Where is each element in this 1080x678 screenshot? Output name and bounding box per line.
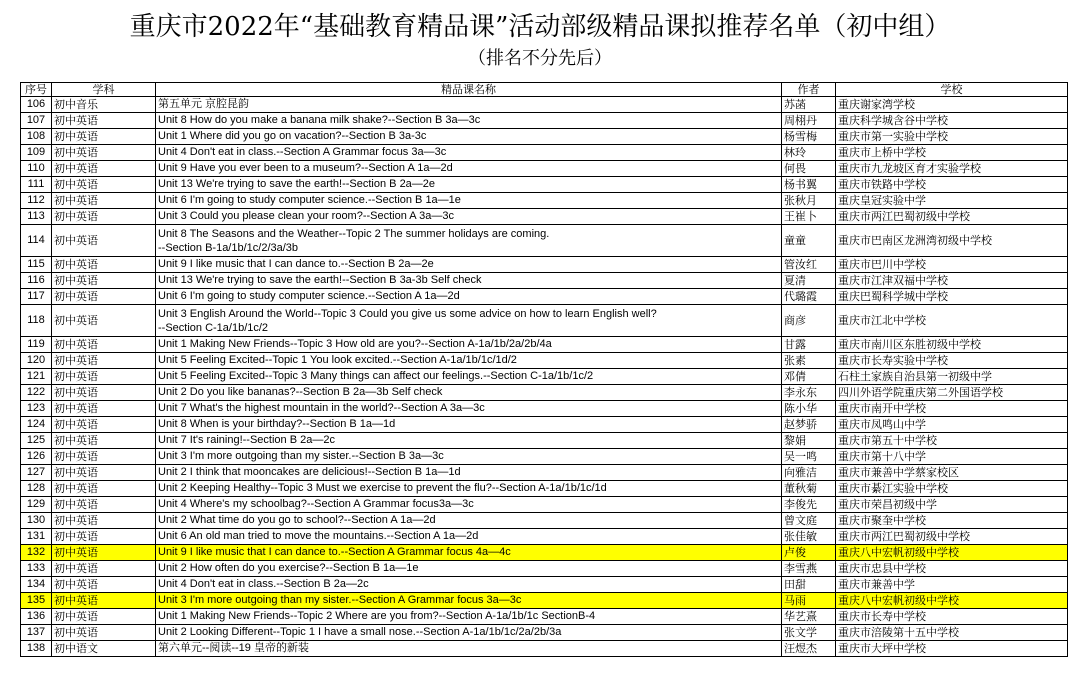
cell-no: 136 bbox=[21, 609, 52, 625]
cell-school: 重庆巴蜀科学城中学校 bbox=[836, 289, 1068, 305]
cell-author: 夏清 bbox=[782, 273, 836, 289]
cell-subject: 初中英语 bbox=[52, 481, 156, 497]
cell-author: 向雅洁 bbox=[782, 465, 836, 481]
header-school: 学校 bbox=[836, 83, 1068, 97]
cell-subject: 初中英语 bbox=[52, 625, 156, 641]
cell-no: 122 bbox=[21, 385, 52, 401]
cell-lesson: Unit 7 What's the highest mountain in the world?--Section A 3a—3c bbox=[156, 401, 782, 417]
cell-subject: 初中英语 bbox=[52, 577, 156, 593]
cell-author: 吴一鸣 bbox=[782, 449, 836, 465]
table-row bbox=[21, 353, 1068, 369]
cell-school: 重庆市第五十中学校 bbox=[836, 433, 1068, 449]
cell-school: 四川外语学院重庆第二外国语学校 bbox=[836, 385, 1068, 401]
cell-subject: 初中英语 bbox=[52, 513, 156, 529]
cell-no: 125 bbox=[21, 433, 52, 449]
cell-no: 135 bbox=[21, 593, 52, 609]
cell-school: 重庆市上桥中学校 bbox=[836, 145, 1068, 161]
cell-school: 重庆市江津双福中学校 bbox=[836, 273, 1068, 289]
cell-author: 周栩丹 bbox=[782, 113, 836, 129]
table-row bbox=[21, 193, 1068, 209]
cell-subject: 初中英语 bbox=[52, 193, 156, 209]
table-row bbox=[21, 401, 1068, 417]
table-row bbox=[21, 545, 1068, 561]
cell-subject: 初中英语 bbox=[52, 529, 156, 545]
cell-no: 110 bbox=[21, 161, 52, 177]
cell-author: 李永东 bbox=[782, 385, 836, 401]
cell-subject: 初中英语 bbox=[52, 593, 156, 609]
header-lesson: 精品课名称 bbox=[156, 83, 782, 97]
cell-subject: 初中英语 bbox=[52, 289, 156, 305]
cell-subject: 初中英语 bbox=[52, 433, 156, 449]
table-row bbox=[21, 625, 1068, 641]
cell-lesson: Unit 1 Making New Friends--Topic 3 How old are you?--Section A-1a/1b/2a/2b/4a bbox=[156, 337, 782, 353]
cell-no: 118 bbox=[21, 305, 52, 337]
cell-subject: 初中英语 bbox=[52, 305, 156, 337]
table-body bbox=[21, 97, 1068, 657]
cell-lesson: Unit 9 I like music that I can dance to.--Section B 2a—2e bbox=[156, 257, 782, 273]
cell-no: 111 bbox=[21, 177, 52, 193]
cell-school: 重庆市聚奎中学校 bbox=[836, 513, 1068, 529]
cell-subject: 初中英语 bbox=[52, 417, 156, 433]
cell-school: 重庆市九龙坡区育才实验学校 bbox=[836, 161, 1068, 177]
cell-subject: 初中英语 bbox=[52, 209, 156, 225]
cell-no: 117 bbox=[21, 289, 52, 305]
cell-author: 马雨 bbox=[782, 593, 836, 609]
cell-no: 114 bbox=[21, 225, 52, 257]
cell-author: 华艺熹 bbox=[782, 609, 836, 625]
cell-school: 重庆市兼善中学蔡家校区 bbox=[836, 465, 1068, 481]
cell-lesson: Unit 8 How do you make a banana milk shake?--Section B 3a—3c bbox=[156, 113, 782, 129]
cell-lesson: Unit 6 I'm going to study computer science.--Section B 1a—1e bbox=[156, 193, 782, 209]
table-row bbox=[21, 209, 1068, 225]
cell-subject: 初中英语 bbox=[52, 545, 156, 561]
cell-subject: 初中英语 bbox=[52, 497, 156, 513]
cell-subject: 初中英语 bbox=[52, 257, 156, 273]
cell-school: 重庆市两江巴蜀初级中学校 bbox=[836, 529, 1068, 545]
cell-school: 重庆八中宏帆初级中学校 bbox=[836, 545, 1068, 561]
page-subtitle: （排名不分先后） bbox=[468, 48, 612, 69]
recommendation-table bbox=[20, 82, 1068, 657]
cell-author: 董秋菊 bbox=[782, 481, 836, 497]
cell-subject: 初中英语 bbox=[52, 465, 156, 481]
cell-author: 邓倩 bbox=[782, 369, 836, 385]
cell-subject: 初中英语 bbox=[52, 337, 156, 353]
cell-author: 王崔卜 bbox=[782, 209, 836, 225]
cell-lesson: Unit 2 What time do you go to school?--Section A 1a—2d bbox=[156, 513, 782, 529]
cell-author: 林玲 bbox=[782, 145, 836, 161]
cell-subject: 初中语文 bbox=[52, 641, 156, 657]
cell-school: 重庆市涪陵第十五中学校 bbox=[836, 625, 1068, 641]
cell-no: 130 bbox=[21, 513, 52, 529]
cell-no: 109 bbox=[21, 145, 52, 161]
cell-subject: 初中英语 bbox=[52, 385, 156, 401]
cell-lesson: Unit 8 When is your birthday?--Section B 1a—1d bbox=[156, 417, 782, 433]
cell-no: 119 bbox=[21, 337, 52, 353]
table-row bbox=[21, 513, 1068, 529]
cell-lesson: 第五单元 京腔昆韵 bbox=[156, 97, 782, 113]
header-subject: 学科 bbox=[52, 83, 156, 97]
cell-school: 重庆市綦江实验中学校 bbox=[836, 481, 1068, 497]
cell-no: 123 bbox=[21, 401, 52, 417]
cell-school: 重庆市铁路中学校 bbox=[836, 177, 1068, 193]
cell-lesson: Unit 2 I think that mooncakes are delicious!--Section B 1a—1d bbox=[156, 465, 782, 481]
cell-author: 张佳敏 bbox=[782, 529, 836, 545]
table-row bbox=[21, 449, 1068, 465]
cell-lesson: Unit 3 I'm more outgoing than my sister.--Section B 3a—3c bbox=[156, 449, 782, 465]
cell-author: 甘露 bbox=[782, 337, 836, 353]
cell-school: 石柱土家族自治县第一初级中学 bbox=[836, 369, 1068, 385]
cell-school: 重庆皇冠实验中学 bbox=[836, 193, 1068, 209]
cell-subject: 初中英语 bbox=[52, 369, 156, 385]
cell-school: 重庆市长寿中学校 bbox=[836, 609, 1068, 625]
cell-author: 汪煜杰 bbox=[782, 641, 836, 657]
header-no: 序号 bbox=[21, 83, 52, 97]
cell-lesson: Unit 3 I'm more outgoing than my sister.--Section A Grammar focus 3a—3c bbox=[156, 593, 782, 609]
page-title: 重庆市2022年“基础教育精品课”活动部级精品课拟推荐名单（初中组） bbox=[129, 12, 951, 42]
cell-no: 121 bbox=[21, 369, 52, 385]
table-row bbox=[21, 593, 1068, 609]
cell-school: 重庆市南川区东胜初级中学校 bbox=[836, 337, 1068, 353]
cell-no: 107 bbox=[21, 113, 52, 129]
cell-no: 138 bbox=[21, 641, 52, 657]
table-row bbox=[21, 113, 1068, 129]
cell-lesson: Unit 9 Have you ever been to a museum?--Section A 1a—2d bbox=[156, 161, 782, 177]
cell-subject: 初中英语 bbox=[52, 449, 156, 465]
cell-no: 131 bbox=[21, 529, 52, 545]
cell-no: 120 bbox=[21, 353, 52, 369]
table-row bbox=[21, 481, 1068, 497]
cell-author: 李俊先 bbox=[782, 497, 836, 513]
cell-lesson: Unit 2 Keeping Healthy--Topic 3 Must we exercise to prevent the flu?--Section A-1a/1b/1c/1d bbox=[156, 481, 782, 497]
cell-subject: 初中英语 bbox=[52, 225, 156, 257]
cell-author: 曾文庭 bbox=[782, 513, 836, 529]
cell-no: 137 bbox=[21, 625, 52, 641]
table-row bbox=[21, 385, 1068, 401]
cell-author: 商彦 bbox=[782, 305, 836, 337]
table-row bbox=[21, 257, 1068, 273]
cell-lesson: Unit 3 English Around the World--Topic 3 Could you give us some advice on how to learn English well? --Section C-1a/1b/1c/2 bbox=[156, 305, 782, 337]
cell-school: 重庆市长寿实验中学校 bbox=[836, 353, 1068, 369]
cell-author: 张秋月 bbox=[782, 193, 836, 209]
cell-subject: 初中英语 bbox=[52, 113, 156, 129]
table-row bbox=[21, 289, 1068, 305]
table-row bbox=[21, 641, 1068, 657]
cell-school: 重庆八中宏帆初级中学校 bbox=[836, 593, 1068, 609]
cell-author: 杨雪梅 bbox=[782, 129, 836, 145]
table-row bbox=[21, 225, 1068, 257]
cell-school: 重庆市兼善中学 bbox=[836, 577, 1068, 593]
cell-school: 重庆科学城含谷中学校 bbox=[836, 113, 1068, 129]
cell-lesson: Unit 13 We're trying to save the earth!--Section B 2a—2e bbox=[156, 177, 782, 193]
cell-school: 重庆谢家湾学校 bbox=[836, 97, 1068, 113]
table-header-row bbox=[21, 83, 1068, 97]
cell-author: 黎娟 bbox=[782, 433, 836, 449]
cell-author: 赵梦骄 bbox=[782, 417, 836, 433]
cell-school: 重庆市第十八中学 bbox=[836, 449, 1068, 465]
cell-author: 陈小华 bbox=[782, 401, 836, 417]
cell-no: 126 bbox=[21, 449, 52, 465]
table-row bbox=[21, 417, 1068, 433]
cell-lesson: Unit 6 An old man tried to move the mountains.--Section A 1a—2d bbox=[156, 529, 782, 545]
table-row bbox=[21, 577, 1068, 593]
cell-subject: 初中英语 bbox=[52, 353, 156, 369]
cell-lesson: Unit 5 Feeling Excited--Topic 3 Many things can affect our feelings.--Section C-1a/1b/1c/2 bbox=[156, 369, 782, 385]
cell-no: 113 bbox=[21, 209, 52, 225]
cell-lesson: Unit 7 It's raining!--Section B 2a—2c bbox=[156, 433, 782, 449]
cell-author: 苏菡 bbox=[782, 97, 836, 113]
cell-lesson: Unit 13 We're trying to save the earth!--Section B 3a-3b Self check bbox=[156, 273, 782, 289]
table-row bbox=[21, 273, 1068, 289]
cell-author: 李雪燕 bbox=[782, 561, 836, 577]
cell-subject: 初中英语 bbox=[52, 609, 156, 625]
cell-lesson: Unit 6 I'm going to study computer science.--Section A 1a—2d bbox=[156, 289, 782, 305]
cell-no: 134 bbox=[21, 577, 52, 593]
cell-subject: 初中英语 bbox=[52, 161, 156, 177]
cell-author: 田甜 bbox=[782, 577, 836, 593]
cell-lesson: Unit 4 Where's my schoolbag?--Section A Grammar focus3a—3c bbox=[156, 497, 782, 513]
cell-no: 124 bbox=[21, 417, 52, 433]
cell-subject: 初中英语 bbox=[52, 177, 156, 193]
table-row bbox=[21, 161, 1068, 177]
cell-author: 杨书翼 bbox=[782, 177, 836, 193]
table-row bbox=[21, 609, 1068, 625]
cell-lesson: Unit 2 How often do you exercise?--Section B 1a—1e bbox=[156, 561, 782, 577]
cell-school: 重庆市凤鸣山中学 bbox=[836, 417, 1068, 433]
cell-lesson: 第六单元--阅读--19 皇帝的新装 bbox=[156, 641, 782, 657]
table-row bbox=[21, 177, 1068, 193]
cell-lesson: Unit 9 I like music that I can dance to.--Section A Grammar focus 4a—4c bbox=[156, 545, 782, 561]
cell-author: 何畏 bbox=[782, 161, 836, 177]
cell-author: 张素 bbox=[782, 353, 836, 369]
cell-school: 重庆市巴川中学校 bbox=[836, 257, 1068, 273]
table-row bbox=[21, 561, 1068, 577]
cell-no: 115 bbox=[21, 257, 52, 273]
cell-lesson: Unit 2 Do you like bananas?--Section B 2a—3b Self check bbox=[156, 385, 782, 401]
cell-subject: 初中音乐 bbox=[52, 97, 156, 113]
cell-subject: 初中英语 bbox=[52, 273, 156, 289]
table-row bbox=[21, 337, 1068, 353]
cell-lesson: Unit 4 Don't eat in class.--Section B 2a—2c bbox=[156, 577, 782, 593]
table-row bbox=[21, 465, 1068, 481]
cell-no: 127 bbox=[21, 465, 52, 481]
cell-lesson: Unit 4 Don't eat in class.--Section A Grammar focus 3a—3c bbox=[156, 145, 782, 161]
cell-no: 128 bbox=[21, 481, 52, 497]
cell-no: 106 bbox=[21, 97, 52, 113]
cell-no: 132 bbox=[21, 545, 52, 561]
cell-author: 卢俊 bbox=[782, 545, 836, 561]
cell-author: 管汝红 bbox=[782, 257, 836, 273]
cell-lesson: Unit 3 Could you please clean your room?--Section A 3a—3c bbox=[156, 209, 782, 225]
cell-lesson: Unit 5 Feeling Excited--Topic 1 You look excited.--Section A-1a/1b/1c/1d/2 bbox=[156, 353, 782, 369]
cell-subject: 初中英语 bbox=[52, 129, 156, 145]
cell-no: 116 bbox=[21, 273, 52, 289]
cell-no: 112 bbox=[21, 193, 52, 209]
cell-school: 重庆市大坪中学校 bbox=[836, 641, 1068, 657]
table-row bbox=[21, 97, 1068, 113]
cell-author: 张文学 bbox=[782, 625, 836, 641]
cell-no: 133 bbox=[21, 561, 52, 577]
table-row bbox=[21, 369, 1068, 385]
table-row bbox=[21, 497, 1068, 513]
table-row bbox=[21, 145, 1068, 161]
table-row bbox=[21, 529, 1068, 545]
cell-school: 重庆市巴南区龙洲湾初级中学校 bbox=[836, 225, 1068, 257]
cell-subject: 初中英语 bbox=[52, 145, 156, 161]
table-row bbox=[21, 433, 1068, 449]
cell-author: 代璐霞 bbox=[782, 289, 836, 305]
table-row bbox=[21, 129, 1068, 145]
cell-lesson: Unit 1 Making New Friends--Topic 2 Where are you from?--Section A-1a/1b/1c SectionB-4 bbox=[156, 609, 782, 625]
cell-lesson: Unit 1 Where did you go on vacation?--Section B 3a-3c bbox=[156, 129, 782, 145]
cell-school: 重庆市第一实验中学校 bbox=[836, 129, 1068, 145]
cell-school: 重庆市南开中学校 bbox=[836, 401, 1068, 417]
cell-school: 重庆市江北中学校 bbox=[836, 305, 1068, 337]
cell-no: 108 bbox=[21, 129, 52, 145]
cell-no: 129 bbox=[21, 497, 52, 513]
table-row bbox=[21, 305, 1068, 337]
header-author: 作者 bbox=[782, 83, 836, 97]
cell-school: 重庆市两江巴蜀初级中学校 bbox=[836, 209, 1068, 225]
cell-subject: 初中英语 bbox=[52, 401, 156, 417]
cell-author: 童童 bbox=[782, 225, 836, 257]
cell-school: 重庆市忠县中学校 bbox=[836, 561, 1068, 577]
cell-subject: 初中英语 bbox=[52, 561, 156, 577]
cell-lesson: Unit 8 The Seasons and the Weather--Topic 2 The summer holidays are coming. --Section B-1a/1b/1c/2/3a/3b bbox=[156, 225, 782, 257]
cell-school: 重庆市荣昌初级中学 bbox=[836, 497, 1068, 513]
cell-lesson: Unit 2 Looking Different--Topic 1 I have a small nose.--Section A-1a/1b/1c/2a/2b/3a bbox=[156, 625, 782, 641]
